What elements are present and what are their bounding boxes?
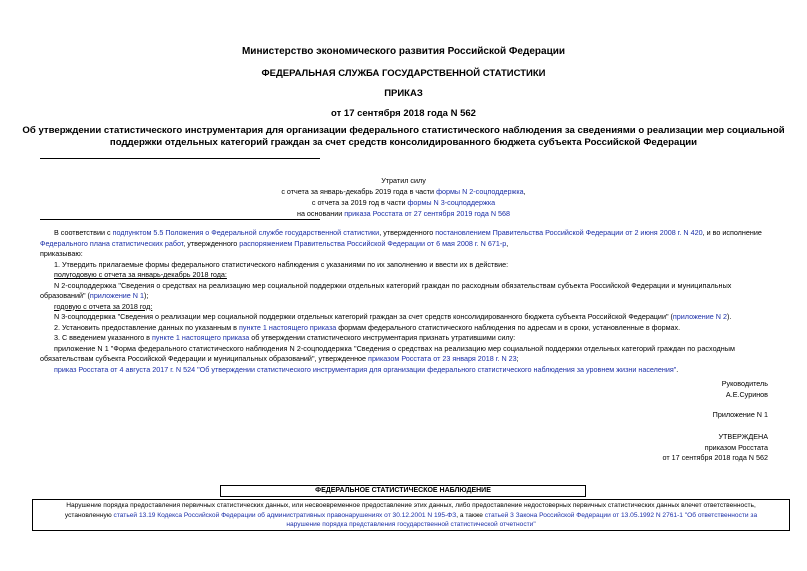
link-koap-13-19[interactable]: статьей 13.19 Кодекса Российской Федерации об административных правонарушениях от 30.12.2001 N 195-ФЗ [113, 511, 457, 519]
status-line2-post: , [523, 187, 526, 196]
link-subclause-5-5[interactable]: подпунктом 5.5 Положения о Федеральной службе государственной статистики [112, 228, 380, 237]
approval-stamp [663, 432, 768, 464]
period-semiannual: полугодовую с отчета за январь-декабрь 2018 года: [54, 270, 227, 279]
notice-text-b: установленную [64, 511, 114, 519]
signature-position: Руководитель [721, 379, 768, 388]
doc-title-line2: поддержки отдельных категорий граждан за счет средств консолидированного бюджета субъекта Российской Федерации [109, 137, 698, 148]
status-line4 [0, 208, 807, 219]
item2-text-b: формам федерального статистического наблюдения по адресам и в сроки, установленные в формах. [336, 322, 681, 332]
order-body [40, 228, 770, 375]
form-2-line2 [40, 291, 770, 302]
divider-bottom [40, 219, 320, 220]
service-name: ФЕДЕРАЛЬНАЯ СЛУЖБА ГОСУДАРСТВЕННОЙ СТАТИСТИКИ [261, 68, 546, 79]
item3-text-a: 3. С введением указанного в [54, 333, 152, 342]
notice-text-c: , а также [456, 511, 485, 519]
ministry-name: Министерство экономического развития Российской Федерации [241, 46, 566, 57]
para-1-cont [40, 239, 770, 250]
link-clause-1-b[interactable]: пункте 1 настоящего приказа [152, 333, 250, 342]
link-clause-1-a[interactable]: пункте 1 настоящего приказа [239, 322, 337, 332]
form3-text-a: N 3-соцподдержка "Сведения о реализации мер социальной поддержки отдельных категорий граждан за счет средств консолидированного бюджета субъекта Российской Федерации" ( [54, 312, 673, 321]
form2-text-b: образований" ( [40, 291, 90, 300]
link-appendix-1[interactable]: приложение N 1 [89, 291, 144, 300]
p1-text-a: В соответствии с [54, 228, 113, 237]
p1-text-d: , утвержденного [183, 238, 240, 248]
para-1-order: приказываю: [40, 249, 83, 258]
divider-top [40, 158, 320, 159]
liability-notice [32, 499, 790, 531]
approval-date: от 17 сентября 2018 года N 562 [662, 453, 768, 462]
item-2 [40, 323, 770, 334]
status-line3-text: с отчета за 2019 год в части [311, 198, 408, 207]
signature-block [722, 379, 768, 400]
item3-text-b: об утверждении статистического инструментария признать утратившими силу: [249, 333, 516, 342]
form-3-line [40, 312, 770, 323]
link-law-2761-1-cont[interactable]: нарушение порядка представления государственной статистической отчетности" [286, 521, 536, 528]
para-1 [40, 228, 770, 239]
doc-title [0, 125, 807, 149]
notice-line2 [33, 511, 789, 521]
rep2-text-c: . [676, 364, 679, 374]
link-federal-plan[interactable]: Федерального плана статистических работ [40, 238, 184, 248]
notice-line1: Нарушение порядка предоставления первичных статистических данных, или несвоевременное предоставление этих данных, либо предоставление недостоверных первичных статистических данных влечет ответственность, [66, 502, 756, 509]
rep1-text-b: обязательствам субъекта Российской Федерации и муниципальных образований", утвержденное [40, 354, 369, 363]
link-law-2761-1[interactable]: статьей 3 Закона Российской Федерации от 13.05.1992 N 2761-1 "Об ответственности за [484, 511, 758, 519]
repealed-2 [40, 365, 770, 376]
form-header-title: ФЕДЕРАЛЬНОЕ СТАТИСТИЧЕСКОЕ НАБЛЮДЕНИЕ [220, 485, 586, 497]
doc-title-line1: Об утверждении статистического инструментария для организации федерального статистического наблюдения за сведениями о реализации мер социальной [22, 125, 785, 136]
form3-text-c: ). [726, 312, 732, 321]
signature-name: А.Е.Суринов [725, 389, 768, 399]
approval-title: УТВЕРЖДЕНА [718, 432, 768, 441]
link-decree-420[interactable]: постановлением Правительства Российской Федерации от 2 июня 2008 г. N 420 [435, 228, 703, 237]
item-3 [40, 333, 770, 344]
link-order-671[interactable]: распоряжением Правительства Российской Федерации от 6 мая 2008 г. N 671-р [239, 238, 507, 248]
link-appendix-2[interactable]: приложение N 2 [672, 312, 727, 321]
repealed-1-line1: приложение N 1 "Форма федерального статистического наблюдения N 2-соцподдержка "Сведения о средствах на реализацию мер социальной поддержки отдельных категорий граждан по расходным [54, 343, 735, 353]
approval-by: приказом Росстата [704, 442, 768, 452]
doc-type: ПРИКАЗ [384, 88, 423, 99]
rep1-text-c: ; [516, 354, 519, 363]
p1-text-c: , и во исполнение [702, 228, 762, 237]
link-order-568[interactable]: приказа Росстата от 27 сентября 2019 года N 568 [344, 209, 511, 218]
p1-text-b: , утвержденного [379, 228, 436, 237]
link-order-23[interactable]: приказом Росстата от 23 января 2018 г. N 23 [368, 354, 517, 363]
status-line2-text: с отчета за январь-декабрь 2019 года в части [281, 187, 437, 196]
status-line3 [0, 197, 807, 208]
period-annual: годовую с отчета за 2018 год: [54, 301, 153, 311]
link-order-524[interactable]: приказ Росстата от 4 августа 2017 г. N 524 "Об утверждении статистического инструментария для организации федерального статистического наблюдения за уровнем жизни населения" [54, 364, 677, 374]
item2-text-a: 2. Установить предоставление данных по указанным в [54, 322, 239, 332]
status-block [0, 175, 807, 219]
notice-line3 [33, 520, 789, 530]
form2-text-c: ); [144, 291, 149, 300]
form-2-line1: N 2-соцподдержка "Сведения о средствах на реализацию мер социальной поддержки отдельных категорий граждан по расходным обязательствам субъекта Российской Федерации и муниципальных [54, 280, 732, 290]
status-line1: Утратил силу [381, 176, 426, 185]
p1-text-e: , [506, 238, 509, 248]
repealed-1-line2 [40, 354, 770, 365]
link-form-3[interactable]: формы N 3-соцподдержка [407, 198, 496, 207]
item-1: 1. Утвердить прилагаемые формы федерального статистического наблюдения с указаниями по их заполнению и ввести их в действие: [54, 259, 509, 269]
link-form-2[interactable]: формы N 2-соцподдержка [436, 187, 524, 196]
appendix-label: Приложение N 1 [712, 410, 768, 419]
status-line2 [0, 186, 807, 197]
status-line4-text: на основании [296, 209, 345, 218]
doc-date: от 17 сентября 2018 года N 562 [331, 108, 476, 119]
